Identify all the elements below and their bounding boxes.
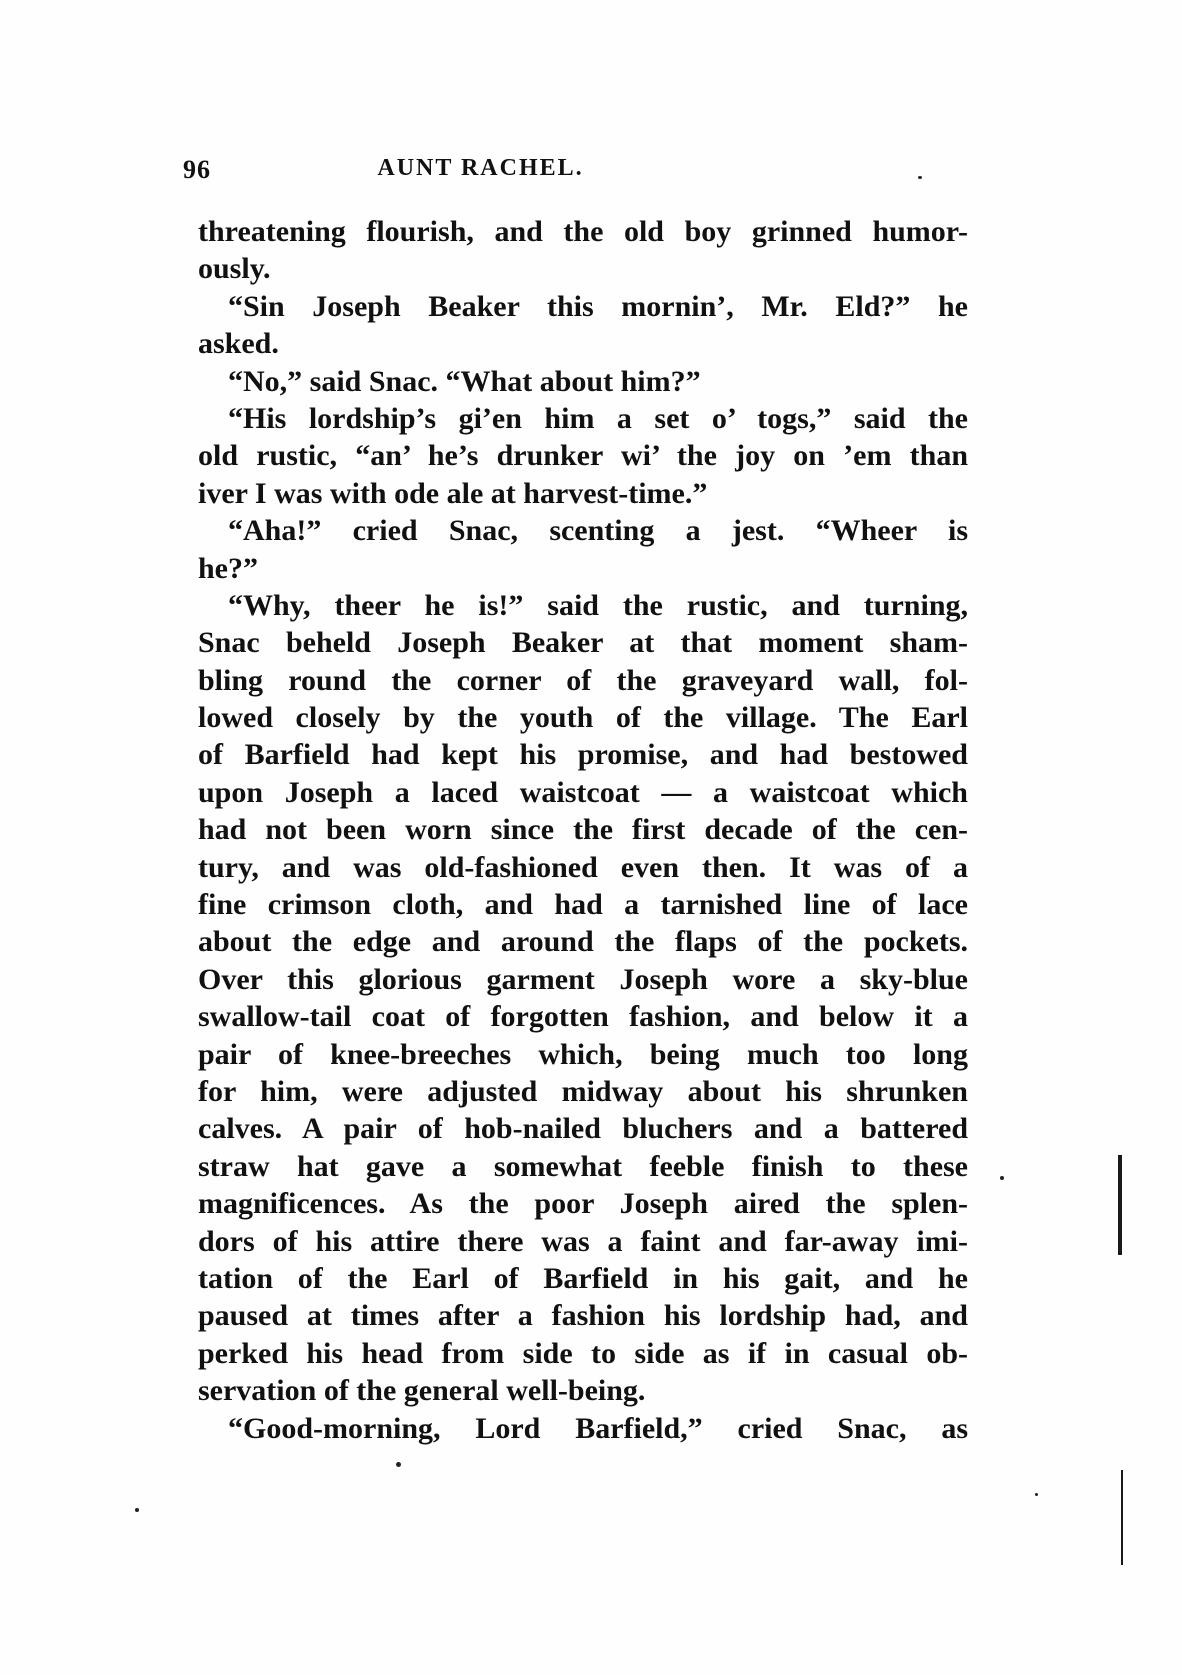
text-line: iver I was with ode ale at harvest-time.” — [198, 476, 708, 510]
running-title: AUNT RACHEL. — [377, 155, 584, 181]
text-line: “Sin Joseph Beaker this mornin’, Mr. Eld?” he — [228, 289, 968, 323]
text-line: bling round the corner of the graveyard wall, fol- — [198, 663, 968, 697]
text-line: “No,” said Snac. “What about him?” — [228, 364, 701, 398]
text-line: dors of his attire there was a faint and far-away imi- — [198, 1224, 968, 1258]
page-number: 96 — [183, 155, 211, 184]
scan-speck — [1035, 1493, 1038, 1496]
text-line: tury, and was old-fashioned even then. It was of a — [198, 850, 968, 884]
text-line: straw hat gave a somewhat feeble finish to these — [198, 1149, 968, 1183]
text-line: perked his head from side to side as if in casual ob- — [198, 1336, 968, 1370]
scan-speck — [918, 176, 922, 179]
scan-speck — [1000, 1176, 1004, 1180]
text-line: “His lordship’s gi’en him a set o’ togs,” said the — [228, 401, 968, 435]
text-line: upon Joseph a laced waistcoat — a waistcoat which — [198, 775, 968, 809]
running-head — [183, 155, 983, 195]
text-line: about the edge and around the flaps of the pockets. — [198, 925, 968, 959]
text-line: ously. — [198, 252, 271, 286]
text-line: “Aha!” cried Snac, scenting a jest. “Wheer is — [228, 514, 968, 548]
text-line: “Good-morning, Lord Barfield,” cried Snac, as — [228, 1411, 968, 1445]
text-line: Snac beheld Joseph Beaker at that moment sham- — [198, 626, 968, 660]
body-text — [198, 213, 968, 1447]
text-line: servation of the general well-being. — [198, 1374, 646, 1408]
text-line: paused at times after a fashion his lordship had, and — [198, 1299, 968, 1333]
text-line: fine crimson cloth, and had a tarnished line of lace — [198, 888, 968, 922]
text-line: magnificences. As the poor Joseph aired the splen- — [198, 1187, 968, 1221]
text-line: for him, were adjusted midway about his shrunken — [198, 1074, 968, 1108]
text-line: Over this glorious garment Joseph wore a sky-blue — [198, 962, 968, 996]
text-line: swallow-tail coat of forgotten fashion, and below it a — [198, 1000, 968, 1034]
scan-margin-line — [1118, 1155, 1122, 1255]
text-line: of Barfield had kept his promise, and had bestowed — [198, 738, 968, 772]
text-line: asked. — [198, 327, 279, 361]
text-line: “Why, theer he is!” said the rustic, and turning, — [228, 588, 968, 622]
text-line: tation of the Earl of Barfield in his gait, and he — [198, 1261, 968, 1295]
scan-speck — [396, 1462, 401, 1467]
text-line: he?” — [198, 551, 258, 585]
text-line: had not been worn since the first decade of the cen- — [198, 813, 968, 847]
scan-speck — [135, 1508, 139, 1512]
text-line: lowed closely by the youth of the village. The Earl — [198, 701, 968, 735]
text-line: calves. A pair of hob-nailed bluchers and a battered — [198, 1112, 968, 1146]
text-line: pair of knee-breeches which, being much too long — [198, 1037, 968, 1071]
text-line: old rustic, “an’ he’s drunker wi’ the joy on ’em than — [198, 439, 968, 473]
text-line: threatening flourish, and the old boy grinned humor- — [198, 215, 968, 248]
scan-margin-line — [1121, 1470, 1123, 1565]
